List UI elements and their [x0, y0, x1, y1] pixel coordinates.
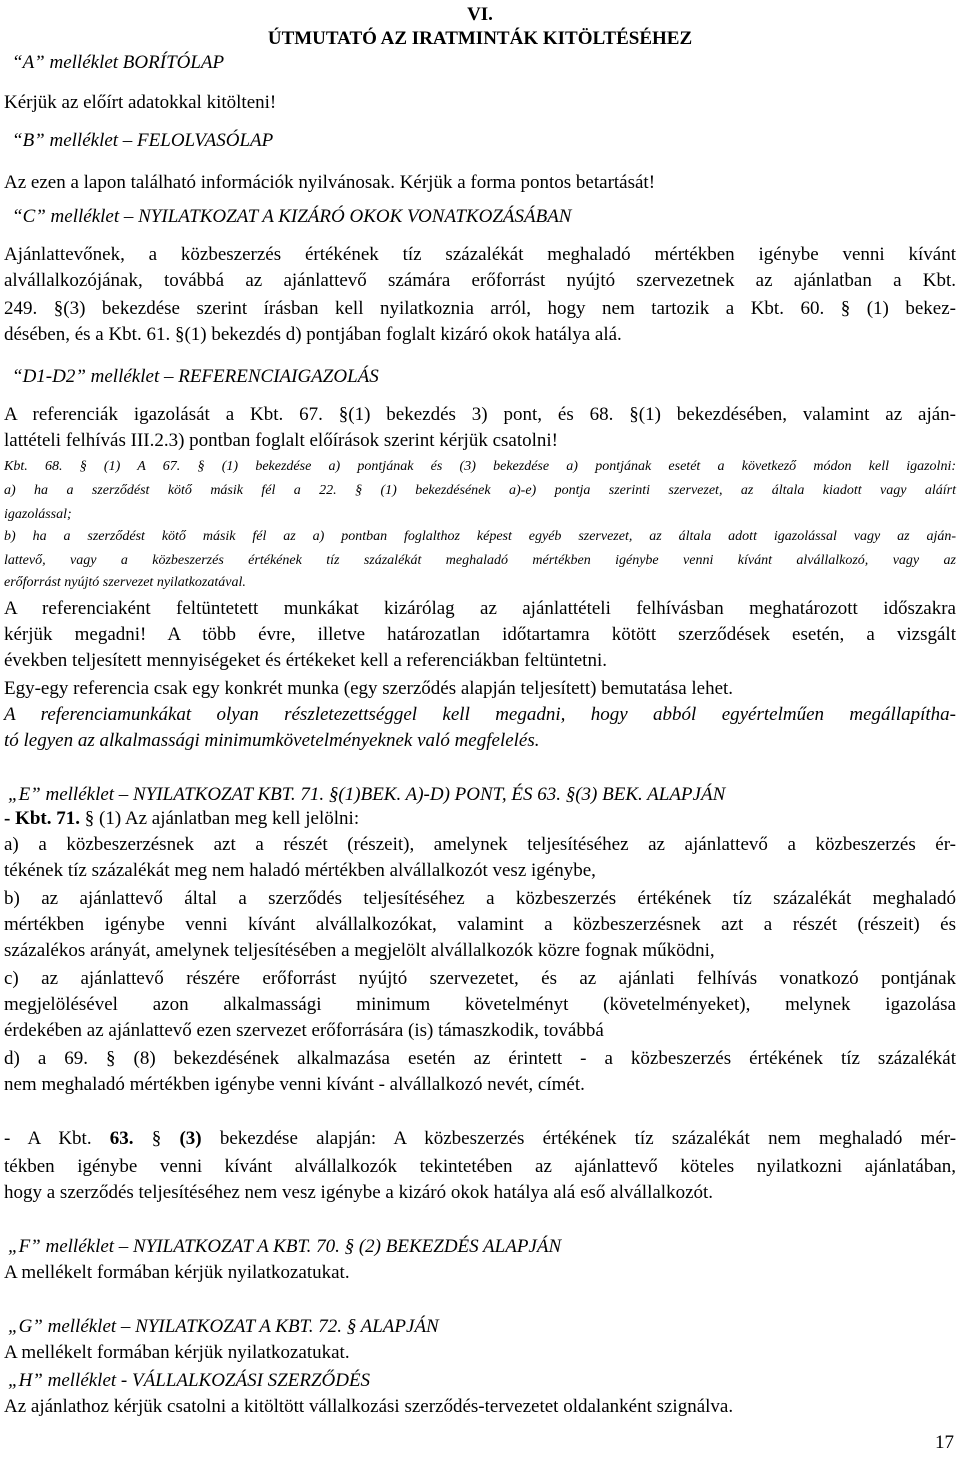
annex-g-heading: „G” melléklet – NYILATKOZAT A KBT. 72. § ALAPJÁN: [8, 1316, 439, 1337]
paragraph-line: Egy-egy referencia csak egy konkrét munka (egy szerződés alapján teljesített) bemutatása lehet.: [4, 678, 734, 699]
paragraph-line: A referenciaként feltüntetett munkákat kizárólag az ajánlattételi felhívásban meghatározott időszakra: [4, 598, 956, 619]
paragraph-line: lattételi felhívás III.2.3) pontban foglalt előírások szerint kérjük csatolni!: [4, 430, 558, 451]
kbt-71-text: § (1) Az ajánlatban meg kell jelölni:: [84, 808, 360, 829]
paragraph-line: tékben igénybe venni kívánt alvállalkozók tekintetében az ajánlattevő köteles nyilatkozni ajánlatában,: [4, 1156, 956, 1177]
emphasis-line: tó legyen az alkalmassági minimumkövetelményeknek való megfelelés.: [4, 730, 540, 751]
annex-g-text: A mellékelt formában kérjük nyilatkozatukat.: [4, 1342, 350, 1363]
paragraph-line: A referenciák igazolását a Kbt. 67. §(1) bekezdés 3) pont, és 68. §(1) bekezdésében, valamint az aján-: [4, 404, 956, 425]
paragraph-line: a) a közbeszerzésnek azt a részét (részeit), amelynek teljesítéséhez az ajánlattevő a közbeszerzés ér-: [4, 834, 956, 855]
legal-quote-line: erőforrást nyújtó szervezet nyilatkozatával.: [4, 575, 246, 590]
paragraph-line: b) az ajánlattevő által a szerződés teljesítéséhez a közbeszerzés értékének tíz százalékát meghaladó: [4, 888, 956, 909]
annex-h-heading: „H” melléklet - VÁLLALKOZÁSI SZERZŐDÉS: [8, 1370, 371, 1391]
kbt-63-text: bekezdése alapján: A közbeszerzés értékének tíz százalékát nem meghaladó mér-: [219, 1128, 957, 1149]
section-sign: §: [151, 1128, 162, 1149]
legal-quote-line: b) ha a szerződést kötő másik fél az a) pontban foglalthoz képest egyéb szervezet, az általa adott igazolással vagy az aján-: [4, 529, 956, 544]
paragraph-line: c) az ajánlattevő részére erőforrást nyújtó szervezetet, és az ajánlati felhívás vonatkozó pontjának: [4, 968, 956, 989]
annex-c-heading: “C” melléklet – NYILATKOZAT A KIZÁRÓ OKOK VONATKOZÁSÁBAN: [12, 206, 572, 227]
paragraph-line: 249. §(3) bekezdése szerint írásban kell nyilatkoznia arról, hogy nem tartozik a Kbt. 60. § (1) bekez-: [4, 298, 956, 319]
paragraph-line: években teljesített mennyiségeket és értékeket kell a referenciákban feltüntetni.: [4, 650, 607, 671]
paragraph-line: megjelölésével azon alkalmassági minimum követelményt (követelményeket), melynek igazolása: [4, 994, 956, 1015]
page-title: ÚTMUTATÓ AZ IRATMINTÁK KITÖLTÉSÉHEZ: [267, 28, 693, 49]
paragraph-line: kérjük megadni! A több évre, illetve határozatlan időtartamra kötött szerződések esetén, a vizsgált: [4, 624, 956, 645]
annex-h-text: Az ajánlathoz kérjük csatolni a kitöltött vállalkozási szerződés-tervezetet oldalanként szignálva.: [4, 1396, 734, 1417]
annex-a-text: Kérjük az előírt adatokkal kitölteni!: [4, 92, 277, 113]
kbt-71-ref: - Kbt. 71.: [4, 808, 80, 829]
annex-f-heading: „F” melléklet – NYILATKOZAT A KBT. 70. § (2) BEKEZDÉS ALAPJÁN: [8, 1236, 562, 1257]
annex-e-heading: „E” melléklet – NYILATKOZAT KBT. 71. §(1)BEK. A)-D) PONT, ÉS 63. §(3) BEK. ALAPJÁN: [8, 784, 726, 805]
legal-quote-line: a) ha a szerződést kötő másik fél a 22. § (1) bekezdésének a)-e) pontja szerinti szervezet, az általa kiadott vagy aláírt: [4, 483, 956, 498]
paragraph-line: hogy a szerződés teljesítéséhez nem vesz igénybe a kizáró okok hatálya alá eső alvállalkozót.: [4, 1182, 714, 1203]
paragraph-line: százalékos arányát, amelynek teljesítésében a megjelölt alvállalkozók közre fognak működni,: [4, 940, 715, 961]
legal-quote-line: lattevő, vagy a közbeszerzés értékének tíz százalékát meghaladó mértékben igénybe venni kívánt alvállalkozó, vagy az: [4, 553, 956, 568]
paragraph-line: désében, és a Kbt. 61. §(1) bekezdés d) pontjában foglalt kizáró okok hatálya alá.: [4, 324, 622, 345]
paragraph-line: mértékben igénybe venni kívánt alvállalkozókat, valamint a közbeszerzésnek azt a részét (részeit) és: [4, 914, 956, 935]
annex-b-heading: “B” melléklet – FELOLVASÓLAP: [12, 130, 274, 151]
annex-f-text: A mellékelt formában kérjük nyilatkozatukat.: [4, 1262, 350, 1283]
annex-a-heading: “A” melléklet BORÍTÓLAP: [12, 52, 225, 73]
paragraph-line: nem meghaladó mértékben igénybe venni kívánt - alvállalkozó nevét, címét.: [4, 1074, 585, 1095]
paragraph-line: tékének tíz százalékát meg nem haladó mértékben alvállalkozót vesz igénybe,: [4, 860, 596, 881]
kbt-63-line: [4, 1128, 956, 1152]
paragraph-line: d) a 69. § (8) bekezdésének alkalmazása esetén az érintett - a közbeszerzés értékének tíz százalékát: [4, 1048, 956, 1069]
emphasis-line: A referenciamunkákat olyan részletezettséggel kell megadni, hogy abból egyértelműen megállapítha-: [4, 704, 956, 725]
kbt-63-para: (3): [179, 1128, 202, 1149]
paragraph-line: érdekében az ajánlattevő ezen szervezet erőforrására (is) támaszkodik, továbbá: [4, 1020, 604, 1041]
kbt-63-prefix: - A Kbt.: [4, 1128, 92, 1149]
annex-d-heading: “D1-D2” melléklet – REFERENCIAIGAZOLÁS: [12, 366, 379, 387]
legal-quote-line: igazolással;: [4, 507, 72, 522]
kbt-63-ref: 63.: [109, 1128, 134, 1149]
chapter-number: VI.: [467, 4, 493, 25]
page-number: 17: [935, 1432, 954, 1453]
paragraph-line: Ajánlattevőnek, a közbeszerzés értékének tíz százalékát meghaladó mértékben igénybe venni kívánt: [4, 244, 956, 265]
paragraph-line: alvállalkozójának, továbbá az ajánlattevő számára erőforrást nyújtó szervezetnek az ajánlatban a Kbt.: [4, 270, 956, 291]
kbt-71-line: [4, 808, 956, 832]
legal-quote-line: Kbt. 68. § (1) A 67. § (1) bekezdése a) pontjának és (3) bekezdése a) pontjának esetét a következő módon kell igazolni:: [4, 459, 956, 474]
annex-b-text: Az ezen a lapon található információk nyilvánosak. Kérjük a forma pontos betartását!: [4, 172, 656, 193]
